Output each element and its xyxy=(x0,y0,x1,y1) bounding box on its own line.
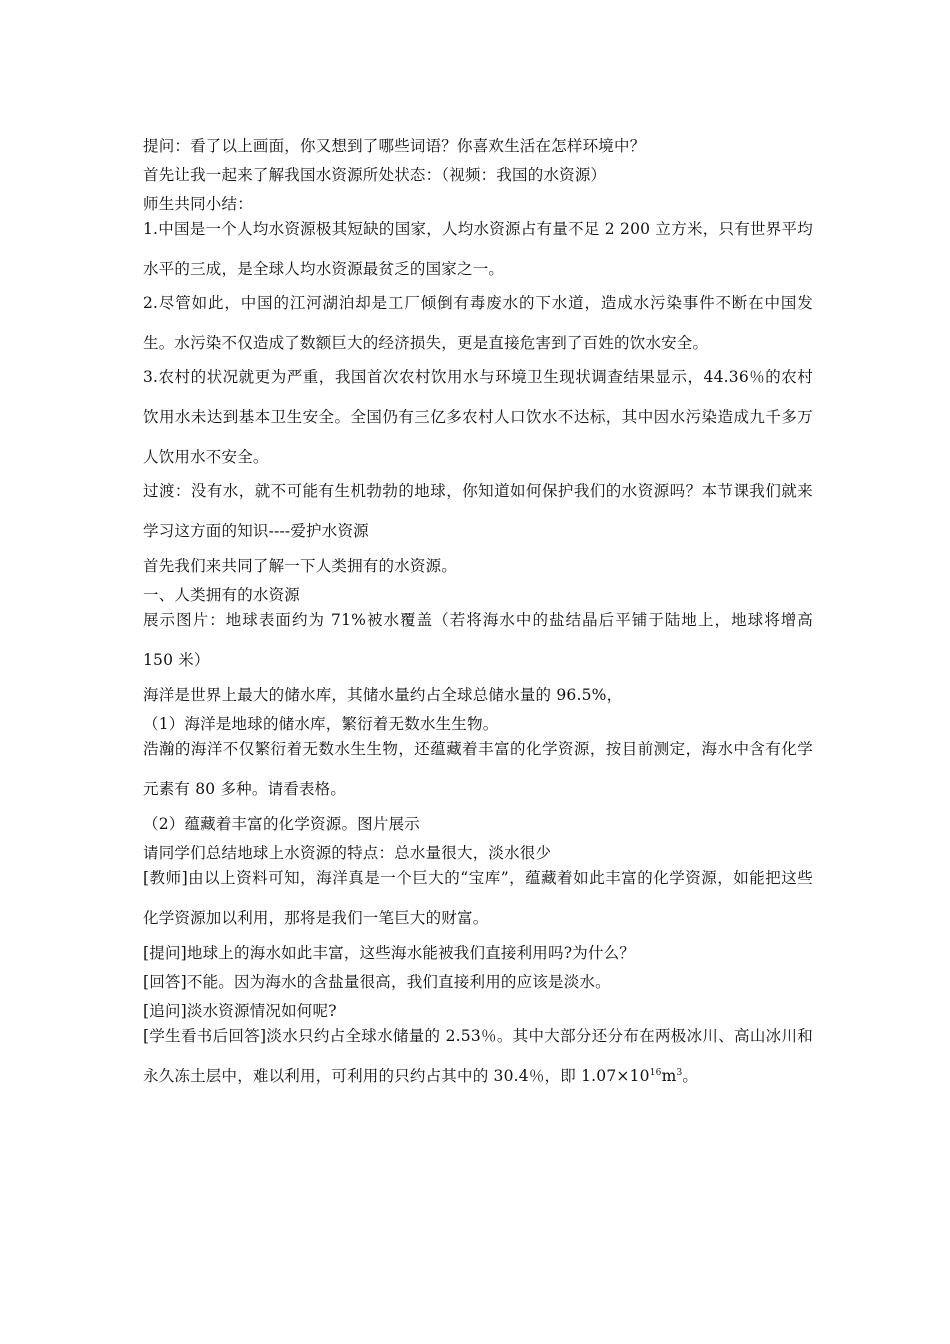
paragraph-point-3: 3.农村的状况就更为严重，我国首次农村饮用水与环境卫生现状调查结果显示，44.36％的农村饮用水未达到基本卫生安全。全国仍有三亿多农村人口饮水不达标，其中因水污染造成九千多万人饮用水不安全。 xyxy=(143,368,813,466)
unit-base: m xyxy=(661,1067,677,1085)
paragraph-follow-up: [追问]淡水资源情况如何呢? xyxy=(143,1002,337,1020)
unit-exponent: 3 xyxy=(676,1067,683,1078)
paragraph-lead-in: 首先我们来共同了解一下人类拥有的水资源。 xyxy=(143,557,458,575)
paragraph-ask: [提问]地球上的海水如此丰富，这些海水能被我们直接利用吗?为什么？ xyxy=(143,944,636,962)
paragraph-subpoint-2: （2）蕴藏着丰富的化学资源。图片展示 xyxy=(143,815,420,833)
paragraph-ocean-resources: 浩瀚的海洋不仅繁衍着无数水生生物，还蕴藏着丰富的化学资源，按目前测定，海水中含有化学元素有 80 多种。请看表格。 xyxy=(143,740,813,798)
paragraph-summary-features: 请同学们总结地球上水资源的特点：总水量很大，淡水很少 xyxy=(143,844,552,862)
paragraph-summary-heading: 师生共同小结： xyxy=(143,195,253,213)
paragraph-show-image: 展示图片：地球表面约为 71%被水覆盖（若将海水中的盐结晶后平铺于陆地上，地球将增高 150 米） xyxy=(143,611,813,669)
paragraph-teacher: [教师]由以上资料可知，海洋真是一个巨大的“宝库”，蕴藏着如此丰富的化学资源，如能把这些化学资源加以利用，那将是我们一笔巨大的财富。 xyxy=(143,869,813,927)
student-answer-text: [学生看书后回答]淡水只约占全球水储量的 2.53％。其中大部分还分布在两极冰川、高山冰川和永久冻土层中，难以利用，可利用的只约占其中的 30.4％，即 1.07×10 xyxy=(143,1027,813,1085)
document-body xyxy=(143,128,813,1093)
paragraph-subpoint-1: （1）海洋是地球的储水库，繁衍着无数水生生物。 xyxy=(143,715,499,733)
paragraph-answer: [回答]不能。因为海水的含盐量很高，我们直接利用的应该是淡水。 xyxy=(143,973,611,991)
paragraph-question: 提问：看了以上画面，你又想到了哪些词语？你喜欢生活在怎样环境中？ xyxy=(143,137,646,155)
paragraph-point-2: 2.尽管如此，中国的江河湖泊却是工厂倾倒有毒废水的下水道，造成水污染事件不断在中国发生。水污染不仅造成了数额巨大的经济损失，更是直接危害到了百姓的饮水安全。 xyxy=(143,294,813,352)
paragraph-student-answer xyxy=(143,1016,813,1096)
paragraph-transition: 过渡：没有水，就不可能有生机勃勃的地球，你知道如何保护我们的水资源吗？本节课我们就来学习这方面的知识----爱护水资源 xyxy=(143,482,813,540)
paragraph-point-1: 1.中国是一个人均水资源极其短缺的国家，人均水资源占有量不足 2 200 立方米，只有世界平均水平的三成，是全球人均水资源最贫乏的国家之一。 xyxy=(143,220,813,278)
section-heading-water-resources: 一、人类拥有的水资源 xyxy=(143,586,301,604)
exponent: 16 xyxy=(649,1067,662,1078)
paragraph-ocean-storage: 海洋是世界上最大的储水库，其储水量约占全球总储水量的 96.5%， xyxy=(143,686,623,704)
sentence-end: 。 xyxy=(682,1067,699,1085)
paragraph-intro: 首先让我一起来了解我国水资源所处状态：（视频：我国的水资源） xyxy=(143,166,607,184)
